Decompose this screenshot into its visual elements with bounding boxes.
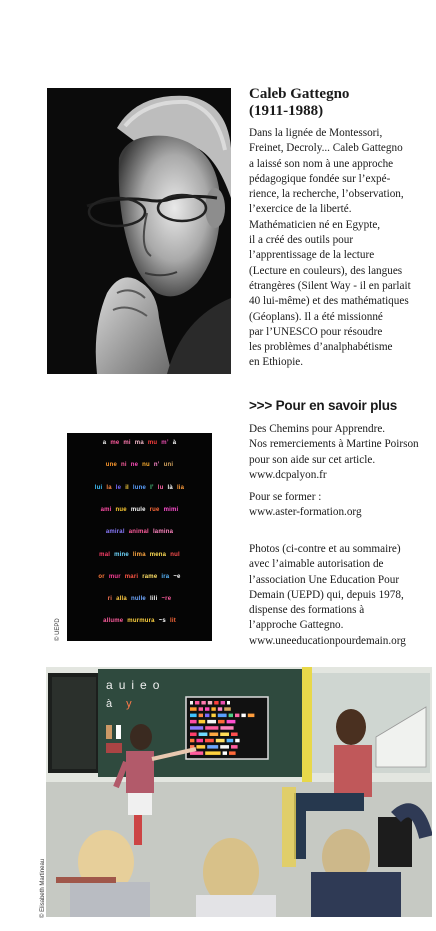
chart-word: rame <box>142 573 158 580</box>
mini-chart-word <box>221 701 225 705</box>
chart-word: mur <box>108 573 121 580</box>
bio-line: Mathématicien né en Egypte, <box>249 218 381 231</box>
chart-word: animal <box>128 529 149 536</box>
mini-chart-word <box>235 739 239 743</box>
bio-dates: (1911-1988) <box>249 103 324 119</box>
photos-credit-paragraph <box>249 542 434 649</box>
chart-word: lune <box>132 484 147 491</box>
bio-line: en Ethiopie. <box>249 356 304 369</box>
mini-chart-word <box>190 701 193 705</box>
chart-row <box>67 552 212 558</box>
chart-row <box>67 574 212 580</box>
mini-chart-word <box>205 707 209 711</box>
mini-chart-word <box>211 707 215 711</box>
mini-chart-word <box>205 739 214 743</box>
bio-line: il a créé des outils pour <box>249 234 354 247</box>
chart-row <box>67 507 212 513</box>
mini-chart-word <box>207 720 216 724</box>
chart-row <box>67 618 212 624</box>
mini-chart-word <box>229 751 236 755</box>
mini-chart-word <box>218 707 222 711</box>
bio-line: pédagogique fondée sur l’expé- <box>249 172 391 185</box>
bio-line: 40 lui-même) et des mathématiques <box>249 295 409 308</box>
text-line: Des Chemins pour Apprendre. <box>249 423 386 435</box>
board-letters: a u i e o <box>106 678 160 692</box>
bio-line: étrangères (Silent Way - il en parlait <box>249 279 411 292</box>
chart-word: ~re <box>161 596 172 603</box>
text-line: avec l’aimable autorisation de <box>249 558 384 571</box>
text-line: Nos remerciements à Martine Poirson <box>249 438 419 451</box>
bio-line: les problèmes d’analphabétisme <box>249 341 393 354</box>
chart-word: murmura <box>127 618 155 625</box>
chart-word: nu <box>142 462 150 469</box>
chart-word: amiral <box>105 529 125 536</box>
chart-word: une <box>105 462 118 469</box>
gattegno-portrait <box>47 88 231 374</box>
mini-chart-word <box>218 720 225 724</box>
classroom-image <box>46 667 432 917</box>
mini-chart-word <box>199 714 203 718</box>
chart-word: ~s <box>158 618 166 625</box>
bio-line: Freinet, Decroly... Caleb Gattegno <box>249 142 403 155</box>
mini-chart-word <box>214 701 218 705</box>
mini-chart-word <box>235 714 239 718</box>
mini-chart-word <box>205 726 218 730</box>
chart-row <box>67 462 212 468</box>
acknowledgement-paragraph <box>249 422 434 483</box>
chart-word: mena <box>149 551 167 558</box>
text-line: Demain (UEPD) qui, depuis 1978, <box>249 588 404 601</box>
mini-chart-word <box>211 714 215 718</box>
mini-chart-word <box>190 714 197 718</box>
chart-word: lili <box>149 596 158 603</box>
chart-word: lui <box>94 484 103 491</box>
mini-chart-word <box>190 733 197 737</box>
dcpalyon-link[interactable]: www.dcpalyon.fr <box>249 468 327 481</box>
chart-row <box>67 485 212 491</box>
chart-word: à <box>172 440 177 446</box>
chart-word: me <box>110 440 120 446</box>
chart-word: mal <box>99 551 111 558</box>
chart-word: lima <box>132 551 146 558</box>
bio-line: (Géoplans). Il a été missionné <box>249 310 383 323</box>
mini-chart-word <box>227 701 230 705</box>
uneeducation-link[interactable]: www.uneeducationpourdemain.org <box>249 634 406 647</box>
board-letters-second: à y <box>106 698 132 710</box>
chart-word: mimi <box>163 506 179 513</box>
mini-chart-word <box>220 745 229 749</box>
chart-word: la <box>106 484 112 491</box>
mini-chart-word <box>196 739 203 743</box>
mini-chart-word <box>220 726 233 730</box>
text-line: Pour se former : <box>249 491 322 504</box>
color-word-chart <box>67 433 212 641</box>
mini-chart-word <box>195 701 199 705</box>
text-line: pour son aide sur cet article. <box>249 453 376 466</box>
chart-row <box>67 596 212 602</box>
chart-word: ma <box>134 440 144 446</box>
mini-chart-word <box>248 714 255 718</box>
mini-chart-word <box>190 707 197 711</box>
chart-word: ira <box>161 573 170 580</box>
mini-chart-word <box>229 714 233 718</box>
bio-line: Dans la lignée de Montessori, <box>249 127 383 139</box>
chart-word: nue <box>115 506 127 513</box>
mini-chart-word <box>199 733 208 737</box>
chart-word: n’ <box>153 462 160 469</box>
mini-chart-word <box>223 751 227 755</box>
chart-word: lia <box>176 484 185 491</box>
chart-row <box>67 529 212 535</box>
text-line: dispense des formations à <box>249 604 365 617</box>
bio-name: Caleb Gattegno <box>249 86 350 102</box>
classroom-photo <box>46 667 432 917</box>
bio-line: l’exercice de la liberté. <box>249 203 352 216</box>
chart-word: lit <box>169 618 176 625</box>
chart-word: alla <box>116 596 127 603</box>
bio-line: (Lecture en couleurs), des langues <box>249 264 403 277</box>
portrait-image <box>47 88 231 374</box>
bio-line: par l’UNESCO pour résoudre <box>249 325 383 338</box>
chart-word: mu <box>147 440 158 446</box>
chart-word: mari <box>124 573 139 580</box>
chart-word: lu <box>157 484 164 491</box>
chart-photo-credit: © UEPD <box>55 618 61 641</box>
chart-word: nulle <box>130 596 146 603</box>
training-paragraph <box>249 490 434 521</box>
chart-word: ni <box>121 462 127 469</box>
mini-chart-word <box>231 733 238 737</box>
mini-chart-word <box>199 707 203 711</box>
mini-chart-word <box>231 745 238 749</box>
chart-word: ri <box>107 596 113 603</box>
chart-word: ~e <box>173 573 181 580</box>
mini-chart-word <box>208 701 212 705</box>
mini-chart-word <box>227 720 236 724</box>
mini-chart-word <box>220 733 229 737</box>
mini-chart-word <box>205 751 220 755</box>
mini-chart-word <box>209 733 218 737</box>
mini-chart-word <box>216 739 225 743</box>
chart-word: l’ <box>150 484 154 491</box>
chart-word: m’ <box>161 440 169 446</box>
text-line: l’approche Gattegno. <box>249 619 344 632</box>
chart-word: uni <box>163 462 174 469</box>
chart-word: mi <box>123 440 131 446</box>
mini-chart-word <box>207 745 218 749</box>
mini-chart-word <box>205 714 209 718</box>
mini-chart-word <box>196 745 205 749</box>
chart-word: ami <box>100 506 112 513</box>
mini-chart-word <box>190 739 194 743</box>
bio-line: a laissé son nom à une approche <box>249 157 394 170</box>
mini-chart-word <box>227 739 234 743</box>
aster-formation-link[interactable]: www.aster-formation.org <box>249 506 362 519</box>
chart-word: nul <box>170 551 180 558</box>
mini-chart-word <box>224 707 231 711</box>
mini-chart-word <box>199 720 206 724</box>
chart-word: a <box>102 440 107 446</box>
mini-chart-word <box>241 714 245 718</box>
learn-more-block <box>249 422 434 528</box>
bio-line: l’apprentissage de la lecture <box>249 249 375 262</box>
mini-chart-word <box>190 726 203 730</box>
chart-word: là <box>167 484 173 491</box>
chart-row <box>67 440 212 446</box>
chart-word: le <box>115 484 122 491</box>
mini-chart-word <box>190 720 197 724</box>
chart-word: ne <box>130 462 139 469</box>
learn-more-heading: >>> Pour en savoir plus <box>249 398 398 413</box>
classroom-photo-credit: © Elisabeth Martineau <box>40 858 46 918</box>
chart-word: rue <box>149 506 160 513</box>
bio-line: rience, la recherche, l’observation, <box>249 188 404 201</box>
chart-word: mule <box>130 506 146 513</box>
chart-word: mine <box>114 551 129 558</box>
text-line: l’association Une Education Pour <box>249 573 400 586</box>
bio-paragraph <box>249 126 431 371</box>
mini-chart-word <box>218 714 227 718</box>
chart-word: or <box>98 573 105 580</box>
chart-word: lamina <box>152 529 174 536</box>
chart-word: il <box>125 484 129 491</box>
mini-chart-word <box>201 701 205 705</box>
bio-title <box>249 86 429 120</box>
text-line: Photos (ci-contre et au sommaire) <box>249 543 401 555</box>
chart-word: allume <box>103 618 124 625</box>
